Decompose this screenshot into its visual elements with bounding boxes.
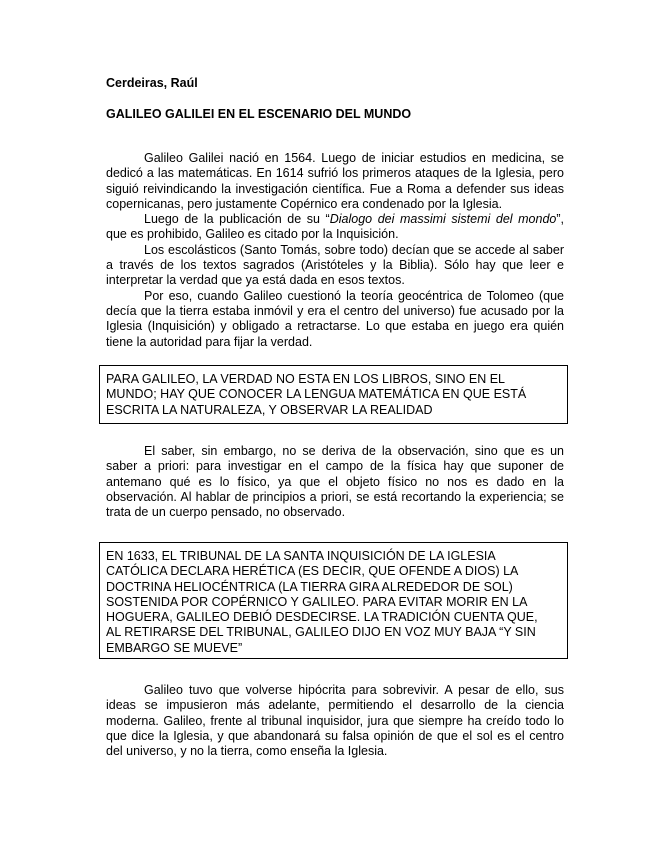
box2-line: SOSTENIDA POR COPÉRNICO Y GALILEO. PARA EVITAR MORIR EN LA (106, 594, 528, 609)
closing-section (106, 683, 564, 759)
box1-line: PARA GALILEO, LA VERDAD NO ESTA EN LOS LIBROS, SINO EN EL (106, 372, 505, 386)
box2-line: EMBARGO SE MUEVE” (106, 640, 243, 655)
box2-line: HOGUERA, GALILEO DEBIÓ DESDECIRSE. LA TRADICIÓN CUENTA QUE, (106, 610, 538, 625)
document-title: GALILEO GALILEI EN EL ESCENARIO DEL MUNDO (106, 107, 412, 121)
author-name: Cerdeiras, Raúl (106, 76, 198, 90)
highlight-box-1 (99, 365, 568, 424)
paragraph-1: Galileo Galilei nació en 1564. Luego de iniciar estudios en medicina, se dedicó a las matemáticas. En 1614 sufrió los primeros ataques de la Iglesia, pero siguió reivindicando la investigación científica. Fue a Roma a defender sus ideas copernicanas, pero justamente Copérnico era condenado por la Iglesia. (106, 151, 564, 211)
middle-section (106, 444, 564, 520)
box1-line: ESCRITA LA NATURALEZA, Y OBSERVAR LA REALIDAD (106, 402, 433, 417)
box2-line: DOCTRINA HELIOCÉNTRICA (LA TIERRA GIRA ALREDEDOR DE SOL) (106, 579, 513, 594)
highlight-box-2 (99, 542, 568, 659)
paragraph-3: Los escolásticos (Santo Tomás, sobre todo) decían que se accede al saber a través de los textos sagrados (Aristóteles y la Biblia). Sólo hay que leer e interpretar la verdad que ya está dada en esos textos. (106, 242, 564, 288)
box2-line: EN 1633, EL TRIBUNAL DE LA SANTA INQUISICIÓN DE LA IGLESIA (106, 549, 496, 563)
paragraph-4: Por eso, cuando Galileo cuestionó la teoría geocéntrica de Tolomeo (que decía que la tierra estaba inmóvil y era el centro del universo) fue acusado por la Iglesia (Inquisición) y obligado a retractarse. Lo que estaba en juego era quién tiene la autoridad para fijar la verdad. (106, 288, 564, 349)
book-title: Dialogo dei massimi sistemi del mondo (329, 212, 557, 227)
box2-line: AL RETIRARSE DEL TRIBUNAL, GALILEO DIJO EN VOZ MUY BAJA “Y SIN (106, 625, 536, 640)
paragraph-5: El saber, sin embargo, no se deriva de la observación, sino que es un saber a priori: para investigar en el campo de la física hay que suponer de antemano qué es lo físico, ya que el objeto físico no nos es dado en la observación. Al hablar de principios a priori, se está recortando la experiencia; se trata de un cuerpo pensado, no observado. (106, 444, 564, 520)
paragraph-2-before: Luego de la publicación de su “ (144, 212, 330, 227)
intro-section (106, 151, 564, 350)
box1-line: MUNDO; HAY QUE CONOCER LA LENGUA MATEMÁTICA EN QUE ESTÁ (106, 387, 527, 402)
paragraph-2 (106, 212, 564, 243)
paragraph-6: Galileo tuvo que volverse hipócrita para sobrevivir. A pesar de ello, sus ideas se impusieron más adelante, permitiendo el desarrollo de la ciencia moderna. Galileo, frente al tribunal inquisidor, jura que siempre ha creído todo lo que dice la Iglesia, y que abandonará su falsa opinión de que el sol es el centro del universo, y no la tierra, como enseña la Iglesia. (106, 683, 564, 759)
paragraph-2-after: ”, que es prohibido, Galileo es citado por la Inquisición. (106, 212, 565, 242)
box2-line: CATÓLICA DECLARA HERÉTICA (ES DECIR, QUE OFENDE A DIOS) LA (106, 564, 519, 579)
